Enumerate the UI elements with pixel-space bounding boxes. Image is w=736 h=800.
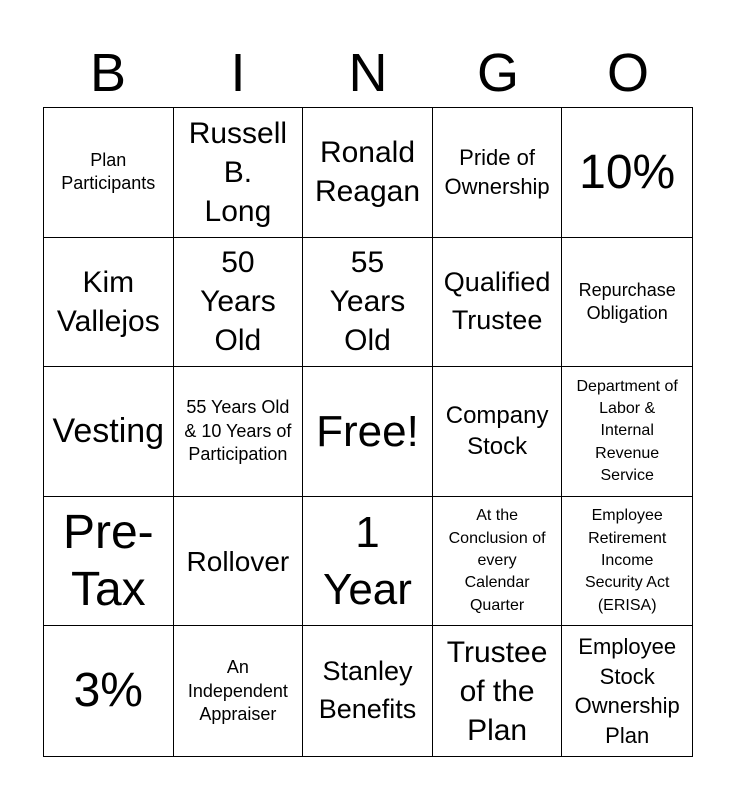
bingo-header: [43, 40, 693, 106]
bingo-cell-r3c3[interactable]: [303, 367, 433, 497]
cell-text: Qualified Trustee: [443, 267, 551, 335]
bingo-cell-r3c4[interactable]: [433, 367, 563, 497]
cell-text: Kim Vallejos: [56, 265, 160, 338]
bingo-cell-r3c2[interactable]: [174, 367, 304, 497]
cell-text: 55 Years Old & 10 Years of Participation: [184, 397, 292, 465]
cell-text: Rollover: [186, 545, 290, 577]
cell-text: 3%: [73, 664, 143, 718]
bingo-cell-r1c3[interactable]: [303, 108, 433, 238]
bingo-cell-r5c4[interactable]: [433, 626, 563, 756]
bingo-cell-r4c4[interactable]: [433, 497, 563, 627]
cell-text: Employee Stock Ownership Plan: [574, 633, 680, 748]
bingo-cell-r2c1[interactable]: [44, 238, 174, 368]
cell-text: Ronald Reagan: [314, 136, 421, 209]
header-letter-i: I: [230, 43, 246, 103]
bingo-cell-r5c2[interactable]: [174, 626, 304, 756]
bingo-cell-r1c1[interactable]: [44, 108, 174, 238]
cell-text: An Independent Appraiser: [187, 657, 288, 724]
cell-text: Pre-Tax: [62, 505, 154, 617]
bingo-board: [43, 107, 693, 757]
cell-text: Company Stock: [445, 402, 549, 461]
cell-text: Repurchase Obligation: [578, 279, 676, 323]
cell-text: 55 Years Old: [329, 246, 406, 358]
cell-text: Trustee of the Plan: [446, 635, 548, 747]
bingo-cell-r2c3[interactable]: [303, 238, 433, 368]
cell-text: Stanley Benefits: [318, 656, 417, 725]
bingo-cell-r5c3[interactable]: [303, 626, 433, 756]
cell-text: Department of Labor & Internal Revenue Service: [576, 377, 678, 485]
bingo-cell-r5c5[interactable]: [562, 626, 692, 756]
bingo-cell-r4c2[interactable]: [174, 497, 304, 627]
cell-text: Plan Participants: [61, 149, 156, 194]
bingo-cell-r1c4[interactable]: [433, 108, 563, 238]
cell-text: 1 Year: [323, 507, 412, 615]
bingo-cell-r3c5[interactable]: [562, 367, 692, 497]
header-letter-g: G: [476, 43, 519, 103]
bingo-cell-r4c3[interactable]: [303, 497, 433, 627]
cell-text: At the Conclusion of every Calendar Quarter: [448, 507, 546, 614]
bingo-cell-r2c2[interactable]: [174, 238, 304, 368]
bingo-cell-r2c4[interactable]: [433, 238, 563, 368]
header-letter-o: O: [606, 43, 649, 103]
bingo-cell-r1c5[interactable]: [562, 108, 692, 238]
cell-text: Employee Retirement Income Security Act (ERISA): [584, 507, 670, 614]
cell-text: Vesting: [52, 411, 165, 450]
bingo-cell-r4c5[interactable]: [562, 497, 692, 627]
cell-text: Russell B. Long: [188, 116, 288, 228]
header-letter-n: N: [348, 43, 388, 103]
bingo-cell-r3c1[interactable]: [44, 367, 174, 497]
bingo-cell-r4c1[interactable]: [44, 497, 174, 627]
cell-text: 50 Years Old: [200, 246, 276, 358]
bingo-cell-r2c5[interactable]: [562, 238, 692, 368]
bingo-cell-r5c1[interactable]: [44, 626, 174, 756]
cell-text: Free!: [316, 406, 419, 456]
cell-text: 10%: [579, 145, 676, 199]
bingo-cell-r1c2[interactable]: [174, 108, 304, 238]
cell-text: Pride of Ownership: [444, 144, 550, 200]
header-letter-b: B: [89, 43, 127, 103]
